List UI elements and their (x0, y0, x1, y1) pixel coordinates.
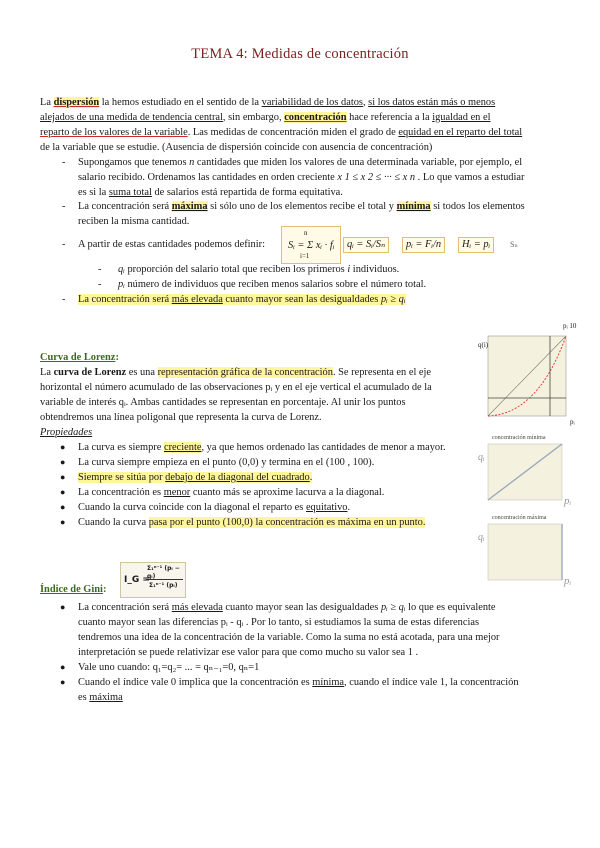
lorenz-heading: Curva de Lorenz (40, 352, 116, 363)
list-item: ● Siempre se sitúa por debajo de la diagonal del cuadrado. (60, 472, 313, 483)
chart-label: qᵢ (478, 532, 485, 543)
lorenz-bullets (60, 440, 478, 530)
sub-item-p: - pᵢ número de individuos que reciben menos salarios sobre el número total. (98, 279, 427, 290)
list-item: ● La curva siempre empieza en el punto (0,0) y termina en el (100 , 100). (60, 457, 375, 468)
intro-paragraph: La dispersión la hemos estudiado en el sentido de la variabilidad de los datos, si los datos están más o menos alejados de una medida de tendencia central, sin embargo, concentración hace referencia a la igualdad en el reparto de los valores de la variable. Las medidas de concentración miden el grado de equidad en el reparto del total de la variable que se estudie. (Ausencia de dispersión coincide con ausencia de concentración) (40, 97, 523, 153)
formula-q: qᵢ = Sᵢ/Sₙ (343, 237, 389, 253)
max-concentration-figure (478, 515, 578, 588)
formula-p: pᵢ = Fᵢ/n (402, 237, 445, 253)
list-item: ● La concentración es menor cuanto más se aproxime lacurva a la diagonal. (60, 487, 385, 498)
sub-item-q: - qᵢ proporción del salario total que reciben los primeros i individuos. (98, 264, 400, 275)
page-title: TEMA 4: Medidas de concentración (191, 46, 409, 62)
formula-h: Hᵢ = pᵢ (458, 237, 494, 253)
properties-label: Propiedades (40, 427, 93, 438)
chart-label: pᵢ (570, 418, 575, 426)
formula-s-box: Sᵢ = Σ xᵢ · fᵢ n i=1 (281, 226, 341, 264)
chart-label: q(i) (478, 341, 489, 349)
gini-heading: Índice de Gini (40, 584, 103, 595)
dash-item-3: - A partir de estas cantidades podemos definir: (62, 239, 265, 250)
chart-title: concentración máxima (492, 515, 547, 521)
chart-label: pᵢ 10 (563, 322, 577, 330)
lorenz-curve-figure (478, 322, 578, 426)
gini-bullets: ● La concentración será más elevada cuanto mayor sean las desigualdades pᵢ ≥ qᵢ lo que es equivalente cuanto mayor sean las diferencias pᵢ - qᵢ . Por lo tanto, si estudiamos la suma de estas diferencias tendremos una idea de la concentración de la variable. Como la suma no está acotada, para una mejor interpretación se puede relativizar ese valor para que como mucho su valor sea 1 . ● Vale uno cuando: q₁=q₂= ... = qₙ₋₁=0, qₙ=1 ● Cuando el índice vale 0 implica que la concentración es mínima, cuando el índice vale 1, la concentración es máxima (78, 600, 560, 705)
min-concentration-figure (478, 435, 578, 508)
list-item: ● Cuando el índice vale 0 implica que la concentración es mínima, cuando el índice vale 1, la concentración (60, 677, 519, 688)
list-item: ● Cuando la curva pasa por el punto (100,0) la concentración es máxima en un punto. (60, 517, 426, 528)
list-item: ● La curva es siempre creciente, ya que hemos ordenado las cantidades de menor a mayor. (60, 442, 446, 453)
dash-item-2: - La concentración será máxima si sólo uno de los elementos recibe el total y mínima si todos los elementos reciben la misma cantidad. (62, 201, 525, 227)
chart-label: pᵢ (564, 575, 572, 587)
gini-formula-box: I_G = Σ₁ⁿ⁻¹ (pᵢ − qᵢ) Σ₁ⁿ⁻¹ (pᵢ) (120, 562, 186, 598)
list-item: ● Vale uno cuando: q₁=q₂= ... = qₙ₋₁=0, qₙ=1 (60, 662, 260, 673)
lorenz-section: Curva de Lorenz: La curva de Lorenz es una representación gráfica de la concentración. Se representa en el eje horizontal el número acumulado de las observaciones pᵢ y en el eje vertical el acumulado de la variable de interés qᵢ. Ambas cantidades se representan en porcentaje. Al unir los puntos obtendremos una línea poligonal que representa la curva de Lorenz. Propiedades (40, 350, 480, 440)
list-item: ● La concentración será más elevada cuanto mayor sean las desigualdades pᵢ ≥ qᵢ lo que es equivalente (60, 602, 496, 613)
chart-title: concentración mínima (492, 435, 546, 441)
dash-item-4: - La concentración será más elevada cuanto mayor sean las desigualdades pᵢ ≥ qᵢ (62, 294, 406, 305)
chart-label: qᵢ (478, 452, 485, 463)
dash-item-1: - Supongamos que tenemos n cantidades que miden los valores de una determinada variable, por ejemplo, el salario recibido. Ordenamos las cantidades en orden creciente x 1 ≤ x 2 ≤ ··· ≤ x n . Lo que vamos a estudiar es si la suma total de salarios está repartida de forma equitativa. (62, 157, 525, 198)
gini-heading-line: Índice de Gini: (40, 584, 107, 595)
chart-label: pᵢ (564, 495, 572, 507)
list-item: ● Cuando la curva coincide con la diagonal el reparto es equitativo. (60, 502, 351, 513)
formula-sn-note: Sₙ (510, 240, 518, 249)
